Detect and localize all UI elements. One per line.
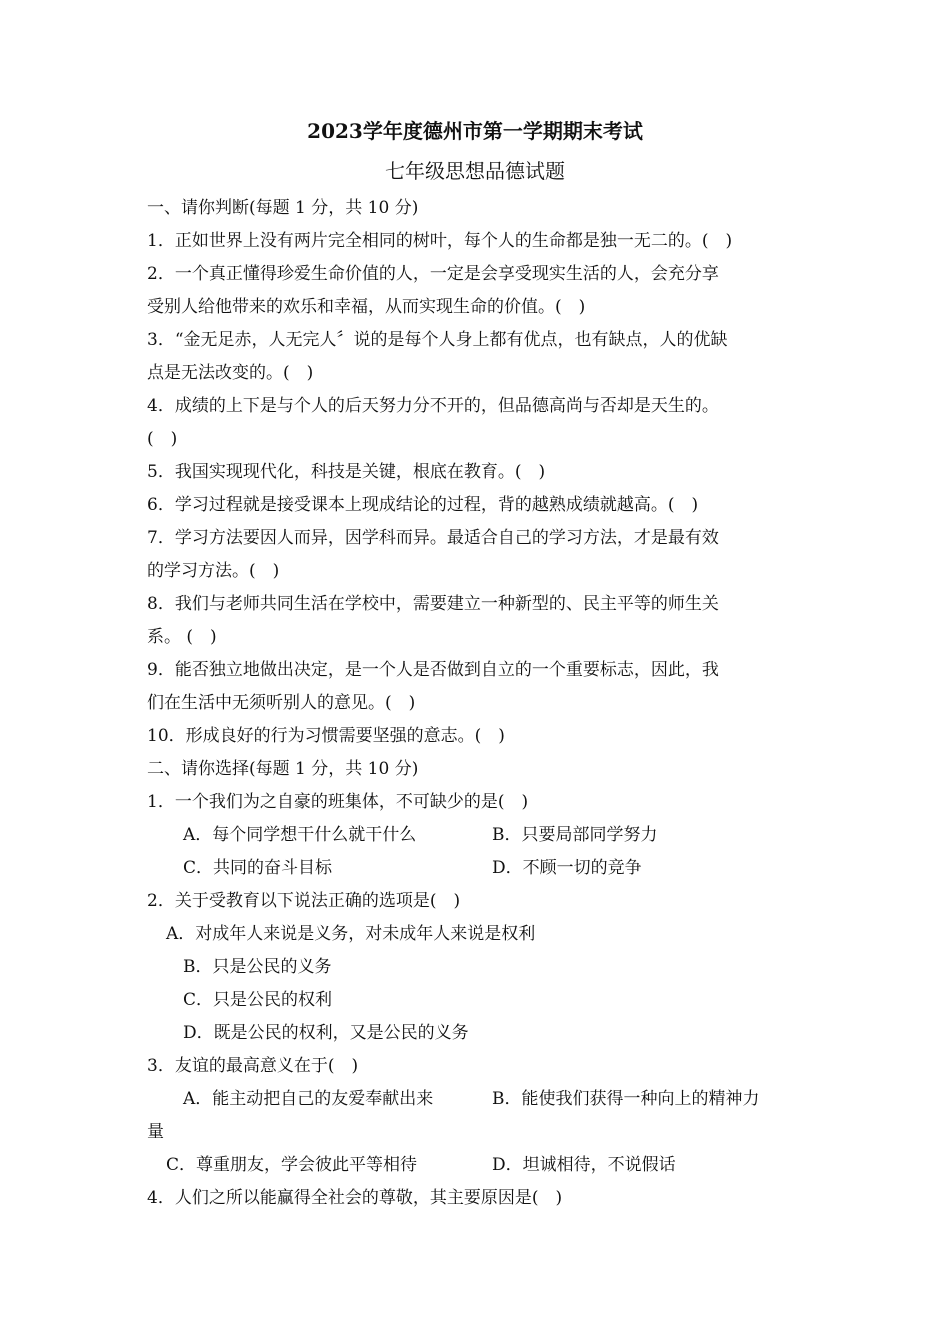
choice-question-3-option-b: B．能使我们获得一种向上的精神力 [492,1089,760,1109]
choice-question-2-option-c: C．只是公民的权利 [183,990,333,1010]
choice-question-2-stem: 2．关于受教育以下说法正确的选项是( ) [147,891,461,911]
exam-subtitle: 七年级思想品德试题 [385,159,565,183]
choice-question-1-option-d: D．不顾一切的竞争 [492,858,642,878]
judge-question-3-line-1: 3．“金无足赤，人无完人〞说的是每个人身上都有优点，也有缺点，人的优缺 [147,330,728,350]
judge-question-9-line-1: 9．能否独立地做出决定，是一个人是否做到自立的一个重要标志，因此，我 [147,660,719,680]
judge-question-4-line-1: 4．成绩的上下是与个人的后天努力分不开的，但品德高尚与否却是天生的。 [147,396,719,416]
judge-question-1: 1．正如世界上没有两片完全相同的树叶，每个人的生命都是独一无二的。( ) [147,231,733,251]
judge-question-10: 10．形成良好的行为习惯需要坚强的意志。( ) [147,726,505,746]
judge-question-7-line-2: 的学习方法。( ) [147,561,280,581]
choice-question-3-stem: 3．友谊的最高意义在于( ) [147,1056,359,1076]
choice-question-1-option-a: A．每个同学想干什么就干什么 [183,825,417,845]
choice-question-1-option-b: B．只要局部同学努力 [492,825,658,845]
exam-title: 2023学年度德州市第一学期期末考试 [307,119,643,143]
judge-question-4-line-2: ( ) [147,429,178,449]
section1-heading: 一、请你判断(每题 1 分，共 10 分) [147,198,419,218]
judge-question-6: 6．学习过程就是接受课本上现成结论的过程，背的越熟成绩就越高。( ) [147,495,699,515]
choice-question-1-option-c: C．共同的奋斗目标 [183,858,333,878]
choice-question-3-option-a: A．能主动把自己的友爱奉献出来 [183,1089,434,1109]
judge-question-7-line-1: 7．学习方法要因人而异，因学科而异。最适合自己的学习方法，才是最有效 [147,528,719,548]
choice-question-2-option-d: D．既是公民的权利，又是公民的义务 [183,1023,469,1043]
choice-question-1-stem: 1．一个我们为之自豪的班集体，不可缺少的是( ) [147,792,529,812]
choice-question-2-option-b: B．只是公民的义务 [183,957,332,977]
choice-question-3-option-b-wrap: 量 [147,1122,164,1142]
judge-question-8-line-1: 8．我们与老师共同生活在学校中，需要建立一种新型的、民主平等的师生关 [147,594,719,614]
judge-question-2-line-1: 2．一个真正懂得珍爱生命价值的人，一定是会享受现实生活的人，会充分享 [147,264,719,284]
choice-question-3-option-c: C．尊重朋友，学会彼此平等相待 [166,1155,418,1175]
choice-question-3-option-d: D．坦诚相待，不说假话 [492,1155,676,1175]
choice-question-2-option-a: A．对成年人来说是义务，对未成年人来说是权利 [166,924,536,944]
judge-question-5: 5．我国实现现代化，科技是关键，根底在教育。( ) [147,462,546,482]
judge-question-9-line-2: 们在生活中无须听别人的意见。( ) [147,693,416,713]
judge-question-8-line-2: 系。 ( ) [147,627,217,647]
judge-question-2-line-2: 受别人给他带来的欢乐和幸福，从而实现生命的价值。( ) [147,297,586,317]
section2-heading: 二、请你选择(每题 1 分，共 10 分) [147,759,419,779]
judge-question-3-line-2: 点是无法改变的。( ) [147,363,314,383]
choice-question-4-stem: 4．人们之所以能赢得全社会的尊敬，其主要原因是( ) [147,1188,563,1208]
